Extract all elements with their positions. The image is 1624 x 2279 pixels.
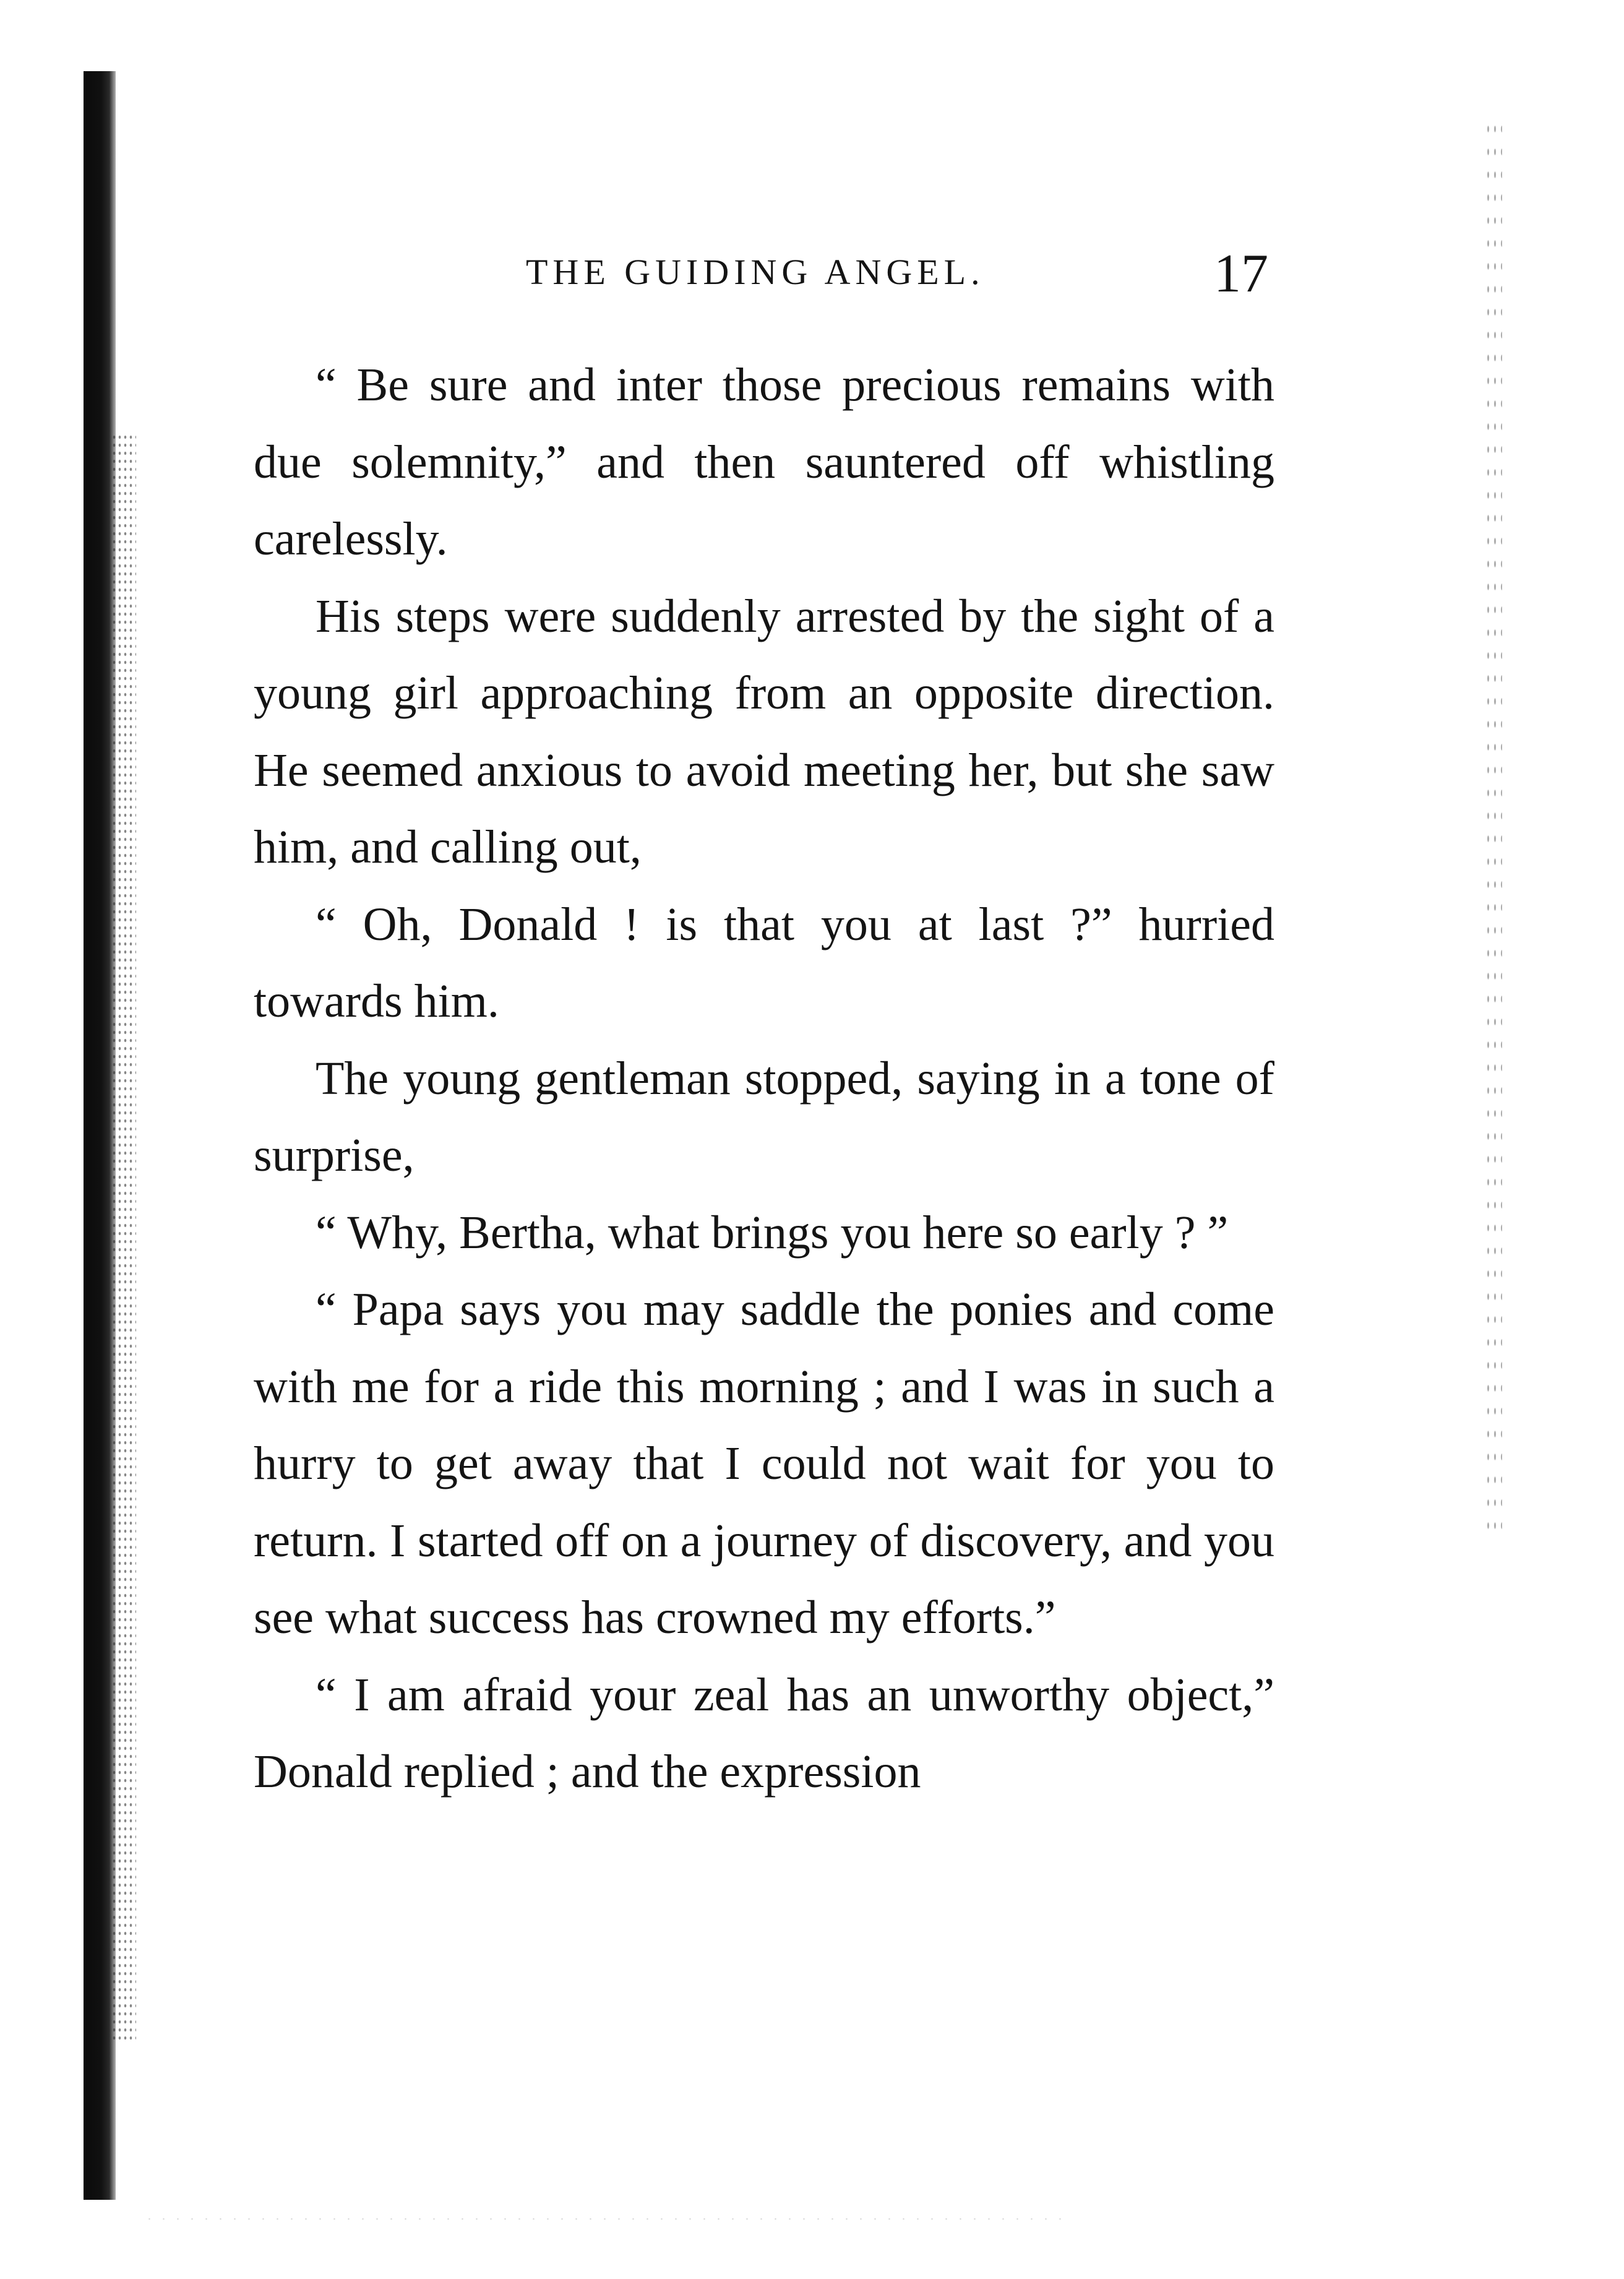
paragraph: His steps were suddenly arrested by the sight of a young girl approaching from an opposite direction. He seemed anxious to avoid meeting her, but she saw him, and calling out, (254, 590, 1274, 873)
scan-noise-right (1485, 118, 1502, 1541)
paragraph: “ Be sure and inter those precious remains with due solemnity,” and then sauntered off whistling carelessly. (254, 359, 1274, 565)
page-header (254, 243, 1268, 317)
scan-noise-bottom (142, 2215, 1070, 2223)
body-text (254, 347, 1274, 1811)
scan-noise-left (111, 433, 136, 2042)
paragraph: “ Papa says you may saddle the ponies and come with me for a ride this morning ; and I was in such a hurry to get away that I could not wait for you to return. I started off on a journey of discovery, and you see what success has crowned my efforts.” (254, 1283, 1274, 1644)
paragraph: “ Why, Bertha, what brings you here so early ? ” (316, 1206, 1229, 1259)
paragraph: “ I am afraid your zeal has an unworthy object,” Donald replied ; and the expression (254, 1668, 1274, 1798)
paragraph: “ Oh, Donald ! is that you at last ?” hurried towards him. (254, 898, 1274, 1027)
page-number: 17 (1214, 244, 1268, 304)
paragraph: The young gentleman stopped, saying in a tone of surprise, (254, 1052, 1274, 1181)
running-head: THE GUIDING ANGEL. (526, 252, 985, 292)
